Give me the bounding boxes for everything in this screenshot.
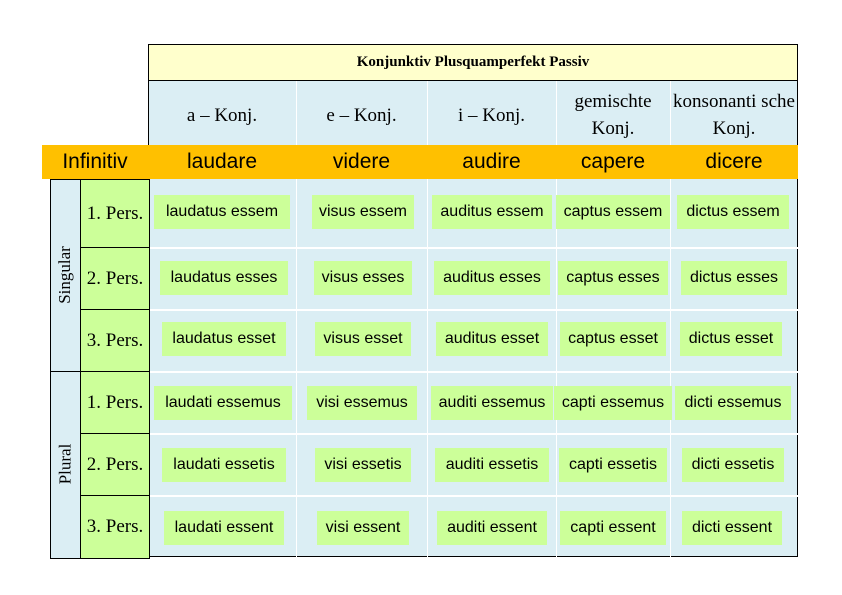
table-title: Konjunktiv Plusquamperfekt Passiv	[148, 44, 798, 81]
form-cell: visus essem	[312, 195, 414, 229]
person-label: 1. Pers.	[80, 371, 150, 435]
form-cell: laudatus esses	[160, 261, 288, 295]
form-cell: visi essemus	[307, 386, 417, 420]
person-label: 3. Pers.	[80, 495, 150, 559]
infinitive-cell: videre	[332, 150, 391, 173]
form-cell: visus esset	[315, 322, 411, 356]
form-cell: visi essent	[317, 511, 409, 545]
form-cell: dicti essetis	[682, 448, 784, 482]
form-cell: laudati essetis	[162, 448, 286, 482]
singular-label: Singular	[55, 246, 75, 304]
infinitive-cell: capere	[580, 150, 646, 173]
form-cell: dictus esset	[680, 322, 782, 356]
infinitive-label: Infinitiv	[62, 150, 128, 173]
grid-line	[148, 247, 798, 249]
form-cell: auditi essent	[437, 511, 547, 545]
form-cell: auditus esses	[434, 261, 550, 295]
form-cell: laudatus essem	[154, 195, 290, 229]
column-header: a – Konj.	[186, 104, 258, 126]
column-header: gemischte Konj.	[574, 91, 652, 139]
column-header: e – Konj.	[326, 104, 397, 126]
form-cell: auditus esset	[436, 322, 548, 356]
person-label: 2. Pers.	[80, 433, 150, 497]
form-cell: auditus essem	[432, 195, 552, 229]
grid-line	[148, 371, 798, 373]
form-cell: captus esses	[558, 261, 668, 295]
form-cell: visi essetis	[315, 448, 411, 482]
form-cell: auditi essetis	[435, 448, 549, 482]
form-cell: laudatus esset	[162, 322, 286, 356]
infinitive-cell: laudare	[186, 150, 258, 173]
form-cell: laudati essemus	[154, 386, 292, 420]
form-cell: visus esses	[314, 261, 412, 295]
infinitive-cell: dicere	[705, 150, 763, 173]
grid-line	[148, 309, 798, 311]
person-label: 1. Pers.	[80, 179, 150, 249]
grid-line	[148, 495, 798, 497]
column-header: i – Konj.	[457, 104, 526, 126]
column-header: konsonanti sche Konj.	[673, 91, 795, 139]
form-cell: auditi essemus	[431, 386, 553, 420]
form-cell: dicti essent	[682, 511, 782, 545]
form-cell: laudati essent	[164, 511, 284, 545]
grid-line	[148, 433, 798, 435]
infinitive-cell: audire	[462, 150, 521, 173]
person-label: 2. Pers.	[80, 247, 150, 311]
form-cell: captus esset	[560, 322, 666, 356]
form-cell: capti essent	[560, 511, 666, 545]
form-cell: dictus essem	[677, 195, 789, 229]
form-cell: capti essetis	[559, 448, 667, 482]
form-cell: capti essemus	[554, 386, 672, 420]
plural-label: Plural	[55, 443, 75, 485]
form-cell: dicti essemus	[675, 386, 791, 420]
form-cell: dictus esses	[681, 261, 787, 295]
person-label: 3. Pers.	[80, 309, 150, 373]
form-cell: captus essem	[556, 195, 670, 229]
